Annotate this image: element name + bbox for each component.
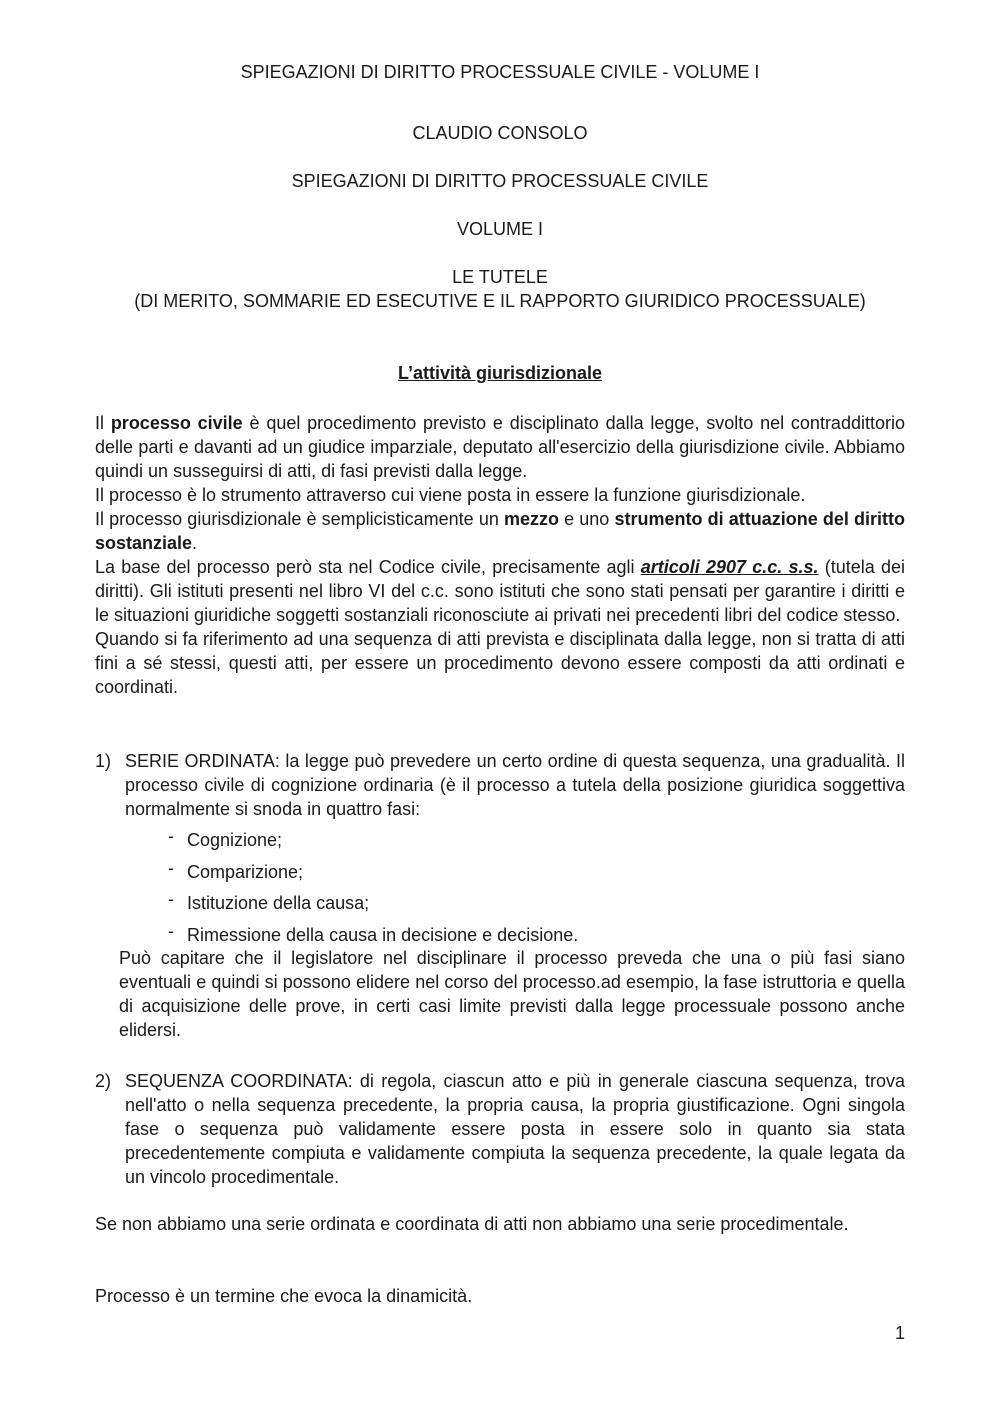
section-body — [95, 411, 905, 699]
article-reference: articoli 2907 c.c. s.s. — [640, 557, 819, 577]
dash-bullet: - — [168, 857, 174, 878]
list-item-continuation — [119, 946, 905, 1042]
paragraph-fasi-eventuali: Può capitare che il legislatore nel disciplinare il processo preveda che una o più fasi siano eventuali e quindi si possono elidere nel corso del processo.ad esempio, la fase istruttoria e quella di acquisizione delle prove, in certi casi limite previsti dalla legge processuale possono anche elidersi. — [119, 948, 905, 1040]
paragraph-definition: Il processo civile è quel procedimento previsto e disciplinato dalla legge, svolto nel contraddittorio delle parti e davanti ad un giudice imparziale, deputato all'esercizio della giurisdizione civile. Abbiamo quindi un susseguirsi di atti, di fasi previsti dalla legge. — [95, 413, 905, 481]
paragraph-serie-procedimentale: Se non abbiamo una serie ordinata e coordinata di atti non abbiamo una serie procedimentale. — [95, 1214, 849, 1234]
phase-item: - Comparizione; — [168, 857, 578, 889]
paragraph-mezzo: Il processo giurisdizionale è semplicisticamente un mezzo e uno strumento di attuazione del diritto sostanziale. — [95, 509, 905, 553]
term-strumento-attuazione: strumento di attuazione del diritto sostanziale — [95, 509, 905, 553]
list-number: 1) — [95, 751, 112, 771]
list-number: 2) — [95, 1071, 112, 1091]
phase-item: - Rimessione della causa in decisione e decisione. — [168, 920, 578, 952]
paragraph-dinamicita: Processo è un termine che evoca la dinamicità. — [95, 1286, 473, 1306]
phase-item: - Cognizione; — [168, 825, 578, 857]
term-processo-civile: processo civile — [110, 413, 243, 433]
author-name: CLAUDIO CONSOLO — [412, 123, 588, 143]
list-item-sequenza-coordinata — [95, 1069, 905, 1189]
running-header: SPIEGAZIONI DI DIRITTO PROCESSUALE CIVILE - VOLUME I — [240, 62, 760, 82]
dash-bullet: - — [168, 920, 174, 941]
phase-item: - Istituzione della causa; — [168, 888, 578, 920]
closing-paragraph — [95, 1212, 905, 1236]
phases-list — [168, 825, 578, 951]
part-title: LE TUTELE — [452, 267, 548, 287]
section-heading: L’attività giurisdizionale — [397, 363, 603, 383]
list-item-text: SEQUENZA COORDINATA: di regola, ciascun atto e più in generale ciascuna sequenza, trova nell'atto o nella sequenza precedente, la propria causa, la propria giustificazione. Ogni singola fase o sequenza può validamente essere posta in essere solo in quanto sia stata precedentemente compiuta e validamente compiuta la sequenza precedente, la quale legata da un vincolo procedimentale. — [125, 1071, 905, 1187]
paragraph-codice-civile: La base del processo però sta nel Codice civile, precisamente agli articoli 2907 c.c. s.s. (tutela dei diritti). Gli istituti presenti nel libro VI del c.c. sono istituti che sono stati pensati per garantire i diritti e le situazioni giuridiche soggetti sostanziali riconosciute ai privati nei precedenti libri del codice stesso. — [95, 557, 905, 625]
paragraph-strumento: Il processo è lo strumento attraverso cui viene posta in essere la funzione giurisdizionale. — [95, 485, 806, 505]
paragraph-sequenza: Quando si fa riferimento ad una sequenza di atti prevista e disciplinata dalla legge, non si tratta di atti fini a sé stessi, questi atti, per essere un procedimento devono essere composti da atti ordinati e coordinati. — [95, 629, 905, 697]
term-mezzo: mezzo — [503, 509, 559, 529]
closing-sentence — [95, 1284, 905, 1308]
volume-label: VOLUME I — [456, 219, 544, 239]
dash-bullet: - — [168, 826, 174, 846]
list-item-text: SERIE ORDINATA: la legge può prevedere un certo ordine di questa sequenza, una gradualità. Il processo civile di cognizione ordinaria (è il processo a tutela della posizione giuridica soggettiva normalmente si snoda in quattro fasi: — [125, 751, 905, 819]
dash-bullet: - — [168, 889, 174, 909]
book-title: SPIEGAZIONI DI DIRITTO PROCESSUALE CIVILE — [291, 171, 709, 191]
part-subtitle: (DI MERITO, SOMMARIE ED ESECUTIVE E IL RAPPORTO GIURIDICO PROCESSUALE) — [134, 291, 866, 311]
list-item-serie-ordinata — [95, 749, 905, 821]
page-number: 1 — [894, 1323, 905, 1343]
